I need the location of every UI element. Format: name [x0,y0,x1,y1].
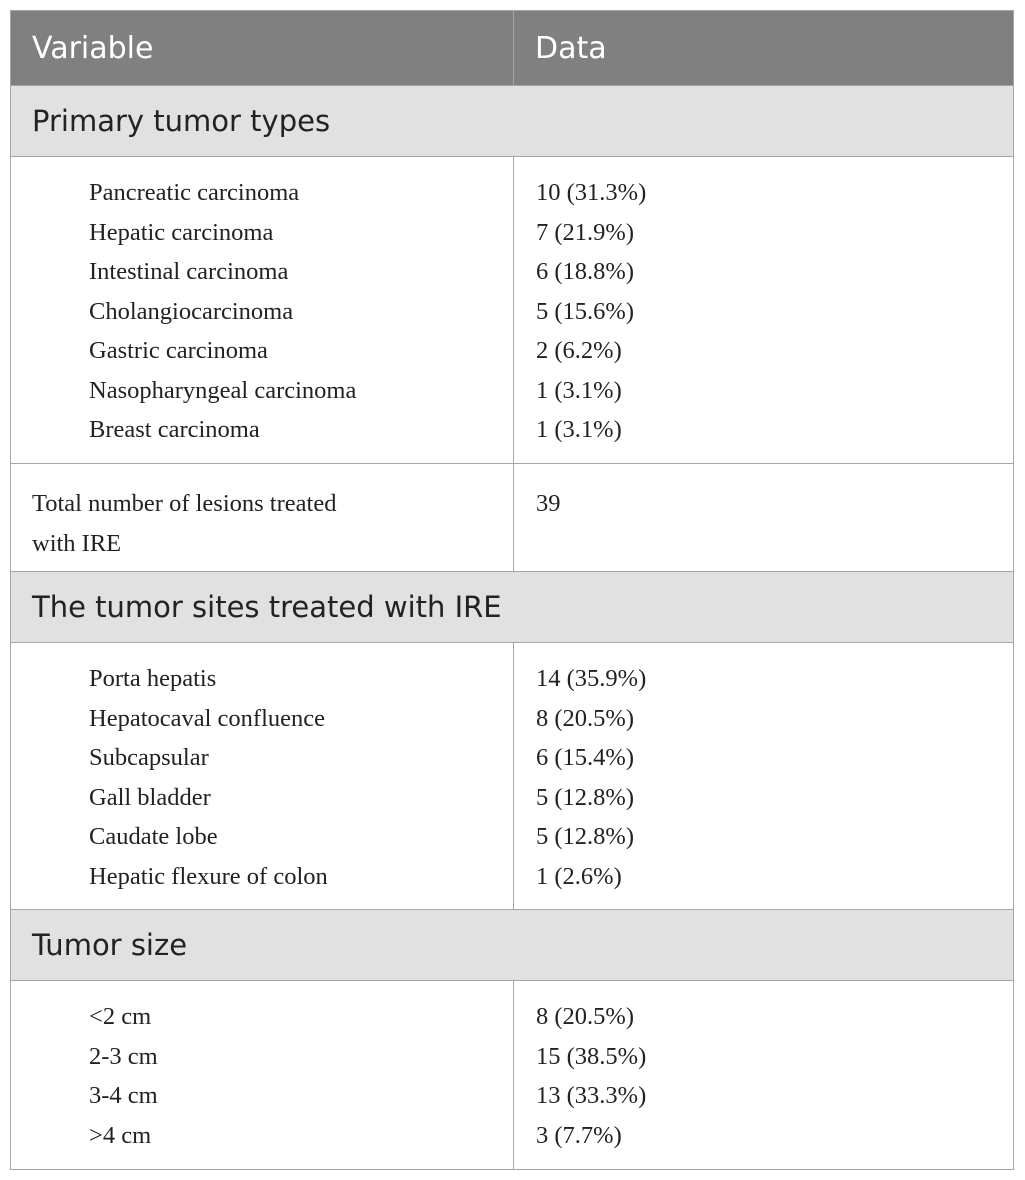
row-value: 3 (7.7%) [536,1121,622,1149]
section-primary-tumor-types [11,86,1013,157]
group-labels [11,643,514,909]
row-label: Gastric carcinoma [89,337,268,364]
row-value: 5 (15.6%) [536,297,634,325]
row-value: 10 (31.3%) [536,179,647,206]
row-value: 13 (33.3%) [536,1082,647,1109]
row-label: Nasopharyngeal carcinoma [89,376,357,404]
row-value: 8 (20.5%) [536,704,634,732]
row-value: 1 (3.1%) [536,376,622,404]
row-label: >4 cm [89,1121,152,1149]
total-lesions-label-line1: Total number of lesions treated [32,490,337,517]
row-label: Gall bladder [89,783,211,811]
row-value: 5 (12.8%) [536,823,634,850]
row-label: Hepatic carcinoma [89,218,274,246]
section-title: The tumor sites treated with IRE [32,590,502,624]
section-title: Primary tumor types [32,104,331,138]
table-header [11,11,1013,86]
row-value: 8 (20.5%) [536,1003,634,1030]
row-label: Pancreatic carcinoma [89,179,300,206]
total-lesions-label-line2: with IRE [32,529,122,557]
row-label: 2-3 cm [89,1042,158,1070]
group-primary-tumor-types [11,157,1013,464]
row-value: 14 (35.9%) [536,665,647,692]
section-title: Tumor size [32,928,188,962]
row-label: Caudate lobe [89,823,218,850]
row-label: Cholangiocarcinoma [89,297,294,325]
row-value: 5 (12.8%) [536,783,634,811]
row-value: 15 (38.5%) [536,1042,647,1070]
row-label: Hepatic flexure of colon [89,862,328,890]
row-label: Porta hepatis [89,665,217,692]
group-labels [11,157,514,463]
row-value: 1 (3.1%) [536,416,622,443]
row-value: 7 (21.9%) [536,218,634,246]
total-lesions-label [11,464,514,571]
row-label: Hepatocaval confluence [89,704,326,732]
row-label: <2 cm [89,1003,152,1030]
row-value: 1 (2.6%) [536,862,622,890]
group-values [514,981,1013,1169]
row-label: 3-4 cm [89,1082,158,1109]
row-label: Subcapsular [89,744,209,771]
group-total-lesions [11,464,1013,572]
total-lesions-values [514,464,1013,571]
row-label: Intestinal carcinoma [89,258,289,285]
group-tumor-sites [11,643,1013,910]
group-values [514,643,1013,909]
header-variable: Variable [11,11,514,85]
section-tumor-sites [11,572,1013,643]
total-lesions-value: 39 [536,490,561,517]
group-labels [11,981,514,1169]
group-tumor-size [11,981,1013,1169]
row-value: 6 (15.4%) [536,744,634,771]
data-table [10,10,1014,1170]
row-value: 6 (18.8%) [536,258,634,285]
header-data: Data [535,31,607,66]
row-value: 2 (6.2%) [536,337,622,364]
section-tumor-size [11,910,1013,981]
row-label: Breast carcinoma [89,416,260,443]
group-values [514,157,1013,463]
